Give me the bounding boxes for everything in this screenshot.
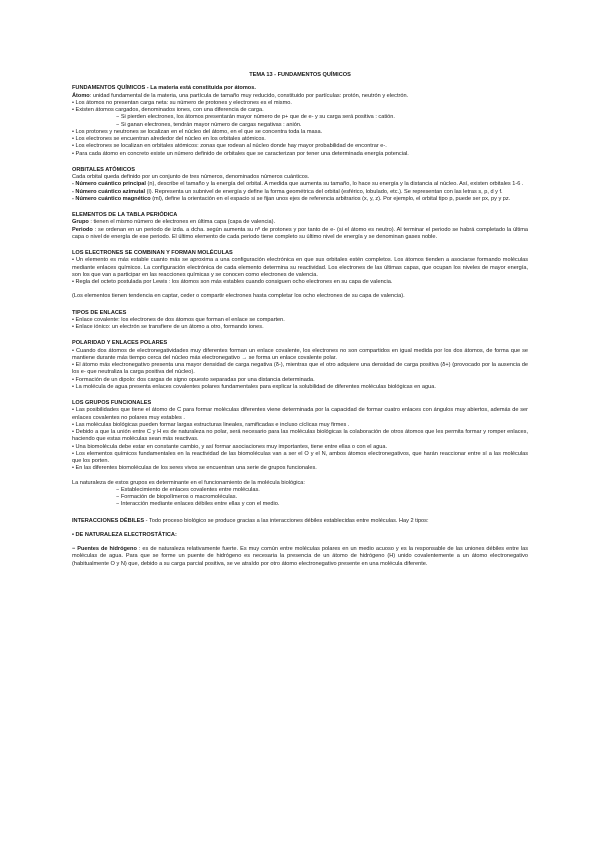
paragraph-numero-azimutal (72, 189, 528, 196)
bullet: • Los elementos químicos fundamentales en la reactividad de las biomoléculas van a ser el O y el N, ambos átomos electronegativos, que harán reaccionar entre sí a las moléculas que los porten. (72, 450, 528, 464)
paragraph-grupo (72, 219, 528, 226)
bullet: • Los átomos no presentan carga neta: su número de protones y electrones es el mismo. (72, 99, 292, 106)
term: − Puentes de hidrógeno (72, 546, 137, 552)
section-heading-polaridad: POLARIDAD Y ENLACES POLARES (72, 340, 168, 347)
bullet: • Los electrones se encuentran alrededor del núcleo en los orbitales atómicos. (72, 136, 266, 142)
bullet: • Cuando dos átomos de electronegatividades muy diferentes forman un enlace covalente, los electrones no son compartidos en igual medida por los dos átomos, de forma que se mantiene durante más tiempo cerca del núcleo más electronegativo → se forma un enlace covalente polar. (72, 347, 528, 361)
section-heading-tabla-periodica: ELEMENTOS DE LA TABLA PERIÓDICA (72, 212, 178, 218)
paragraph: Cada orbital queda definido por un conjunto de tres números, denominados números cuánticos. (72, 174, 310, 180)
text: : tienen el mismo número de electrones en última capa (capa de valencia). (88, 219, 276, 226)
bullet: • Regla del octeto postulada por Lewis : los átomos son más estables cuando consiguen ocho electrones en su capa de valencia. (72, 279, 393, 285)
sub-bullet: − Interacción mediante enlaces débiles entre ellas y con el medio. (116, 501, 280, 508)
text-atomo: : unidad fundamental de la materia, una partícula de tamaño muy reducido, constituido por partículas: protón, neutrón y electrón. (89, 92, 409, 99)
term: - Número cuántico magnético (72, 195, 151, 202)
sub-bullet: − Si pierden electrones, los átomos presentarán mayor número de p+ que de e- y su carga será positiva : catión. (116, 114, 395, 121)
term: Grupo (72, 219, 89, 226)
section-heading-electrones: LOS ELECTRONES SE COMBINAN Y FORMAN MOLÉCULAS (72, 250, 233, 256)
section-heading-tipos-enlaces: TIPOS DE ENLACES (72, 309, 127, 316)
paragraph: La naturaleza de estos grupos es determinante en el funcionamiento de la molécula biológica: (72, 479, 305, 486)
sub-bullet: − Si ganan electrones, tendrán mayor número de cargas negativas : anión. (116, 121, 302, 128)
page-title: TEMA 13 - FUNDAMENTOS QUÍMICOS (249, 72, 351, 78)
bullet: • Un elemento es más estable cuanto más se aproxima a una configuración electrónica en que sus orbitales estén completos. Los átomos tienden a asociarse formando moléculas mediante enlaces químicos. La configuración electrónica de cada elemento determina su reactividad. Los electrones de las últimas capas, que ocupan los niveles de mayor energía, son los que van a participar en las reacciones químicas y se conocen como electrones de valencia. (72, 257, 528, 278)
bullet: • El átomo más electronegativo presenta una mayor densidad de carga negativa (δ-), mientras que el otro adquiere una densidad de carga positiva (δ+) (provocado por la ausencia de los e- que neutraliza la carga positiva del núcleo). (72, 362, 528, 376)
bullet: • Los protones y neutrones se localizan en el núcleo del átomo, en el que se concentra toda la masa. (72, 128, 323, 135)
bullet: • Para cada átomo en concreto existe un número definido de orbitales que se caracterizan por tener una determinada energía potencial. (72, 150, 409, 157)
term: Periodo (72, 226, 93, 233)
bullet: • En las diferentes biomoléculas de los seres vivos se encuentran una serie de grupos funcionales. (72, 465, 317, 472)
note: (Los elementos tienen tendencia en captar, ceder o compartir electrones hasta completar los ocho electrones de su capa de valencia). (72, 293, 405, 300)
text: (ml), define la orientación en el espacio si se fijan unos ejes de referencia arbitrarios (x, y, z). Por ejemplo, el orbital tipo p, puede ser px, py y pz. (150, 195, 511, 202)
bullet: • Los electrones se localizan en orbitales atómicos: zonas que rodean al núcleo donde hay mayor probabilidad de encontrar e-. (72, 143, 387, 150)
bullet: • Las posibilidades que tiene el átomo de C para formar moléculas diferentes viene determinada por la capacidad de formar cuatro enlaces con ángulos muy abiertos, además de ser enlaces covalentes no polares muy estables . (72, 407, 528, 421)
section-heading-fundamentos: FUNDAMENTOS QUÍMICOS - La materia está constituida por átomos. (72, 85, 256, 92)
document-page (72, 72, 528, 568)
bullet: • Formación de un dipolo: dos cargas de signo opuesto separadas por una distancia determinada. (72, 376, 315, 383)
sub-bullet: − Formación de biopolímeros o macromoléculas. (116, 494, 238, 500)
bullet: • Enlace iónico: un electrón se transfiere de un átomo a otro, formando iones. (72, 324, 264, 330)
term-atomo: Átomo (72, 92, 90, 99)
paragraph-puentes-hidrogeno (72, 546, 528, 568)
sub-bullet: − Establecimiento de enlaces covalentes entre moléculas. (116, 486, 260, 493)
section-heading-interacciones: INTERACCIONES DÉBILES (72, 517, 145, 524)
section-heading-grupos-funcionales: LOS GRUPOS FUNCIONALES (72, 400, 152, 406)
subsection-heading-electrostatica: • DE NATURALEZA ELECTROSTÁTICA: (72, 531, 177, 538)
paragraph-atomo (72, 93, 528, 100)
paragraph-numero-magnetico (72, 196, 528, 203)
paragraph-numero-principal (72, 181, 528, 188)
bullet: • Existen átomos cargados, denominados iones, con una diferencia de carga. (72, 107, 264, 113)
text: (l). Representa un subnivel de energía y define la forma geométrica del orbital (esférico, lobulado, etc.). Se representan con las letras s, p, d y f. (145, 188, 503, 195)
term: - Número cuántico azimutal (72, 188, 146, 195)
section-heading-orbitales: ORBITALES ATÓMICOS (72, 166, 135, 173)
bullet: • La molécula de agua presenta enlaces covalentes polares fundamentales para explicar la solubilidad de diferentes moléculas biológicas en agua. (72, 383, 436, 390)
paragraph-periodo (72, 227, 528, 242)
bullet: • Las moléculas biológicas pueden formar largas estructuras lineales, ramificadas e incluso cíclicas muy firmes . (72, 421, 350, 428)
term: - Número cuántico principal (72, 181, 146, 188)
text: : se ordenan en un periodo de izda. a dcha. según aumenta su nº de protones y por tanto de e- (si el átomo es neutro). Al terminar el periodo se habrá completado la última capa o nivel de energía de ese periodo. El último elemento de cada periodo tiene completo su último nivel de energía y se denominan gases noble. (72, 226, 528, 240)
text: (n), describe el tamaño y la energía del orbital. A medida que aumenta su tamaño, lo hace su energía y la distancia al núcleo. Así, existen orbitales 1-6 . (145, 181, 524, 188)
text: : es de naturaleza relativamente fuerte. Es muy común entre moléculas polares en un medio acuoso y es la responsable de las uniones débiles entre las moléculas de agua. Para que se forme un puente de hidrógeno es necesaria la presencia de un átomo de hidrógeno (H) unido covalentemente a un átomo electronegativo (habitualmente O y N) que, debido a su carga parcial positiva, se ve atraído por otro átomo electronegativo presente en una molécula diferente. (72, 546, 528, 567)
text: - Todo proceso biológico se produce gracias a las interacciones débiles establecidas entre moléculas. Hay 2 tipos: (144, 517, 429, 524)
bullet: • Debido a que la unión entre C y H es de naturaleza no polar, será necesario para las moléculas biológicas la colaboración de otros átomos que les permita formar y romper enlaces, haciendo que estas moléculas sean más reactivas. (72, 429, 528, 443)
bullet: • Enlace covalente: los electrones de dos átomos que forman el enlace se comparten. (72, 316, 285, 323)
paragraph-interacciones-debiles (72, 518, 528, 525)
bullet: • Una biomolécula debe estar en constante cambio, y así formar asociaciones muy importantes, tiene entre ellas o con el agua. (72, 443, 388, 450)
